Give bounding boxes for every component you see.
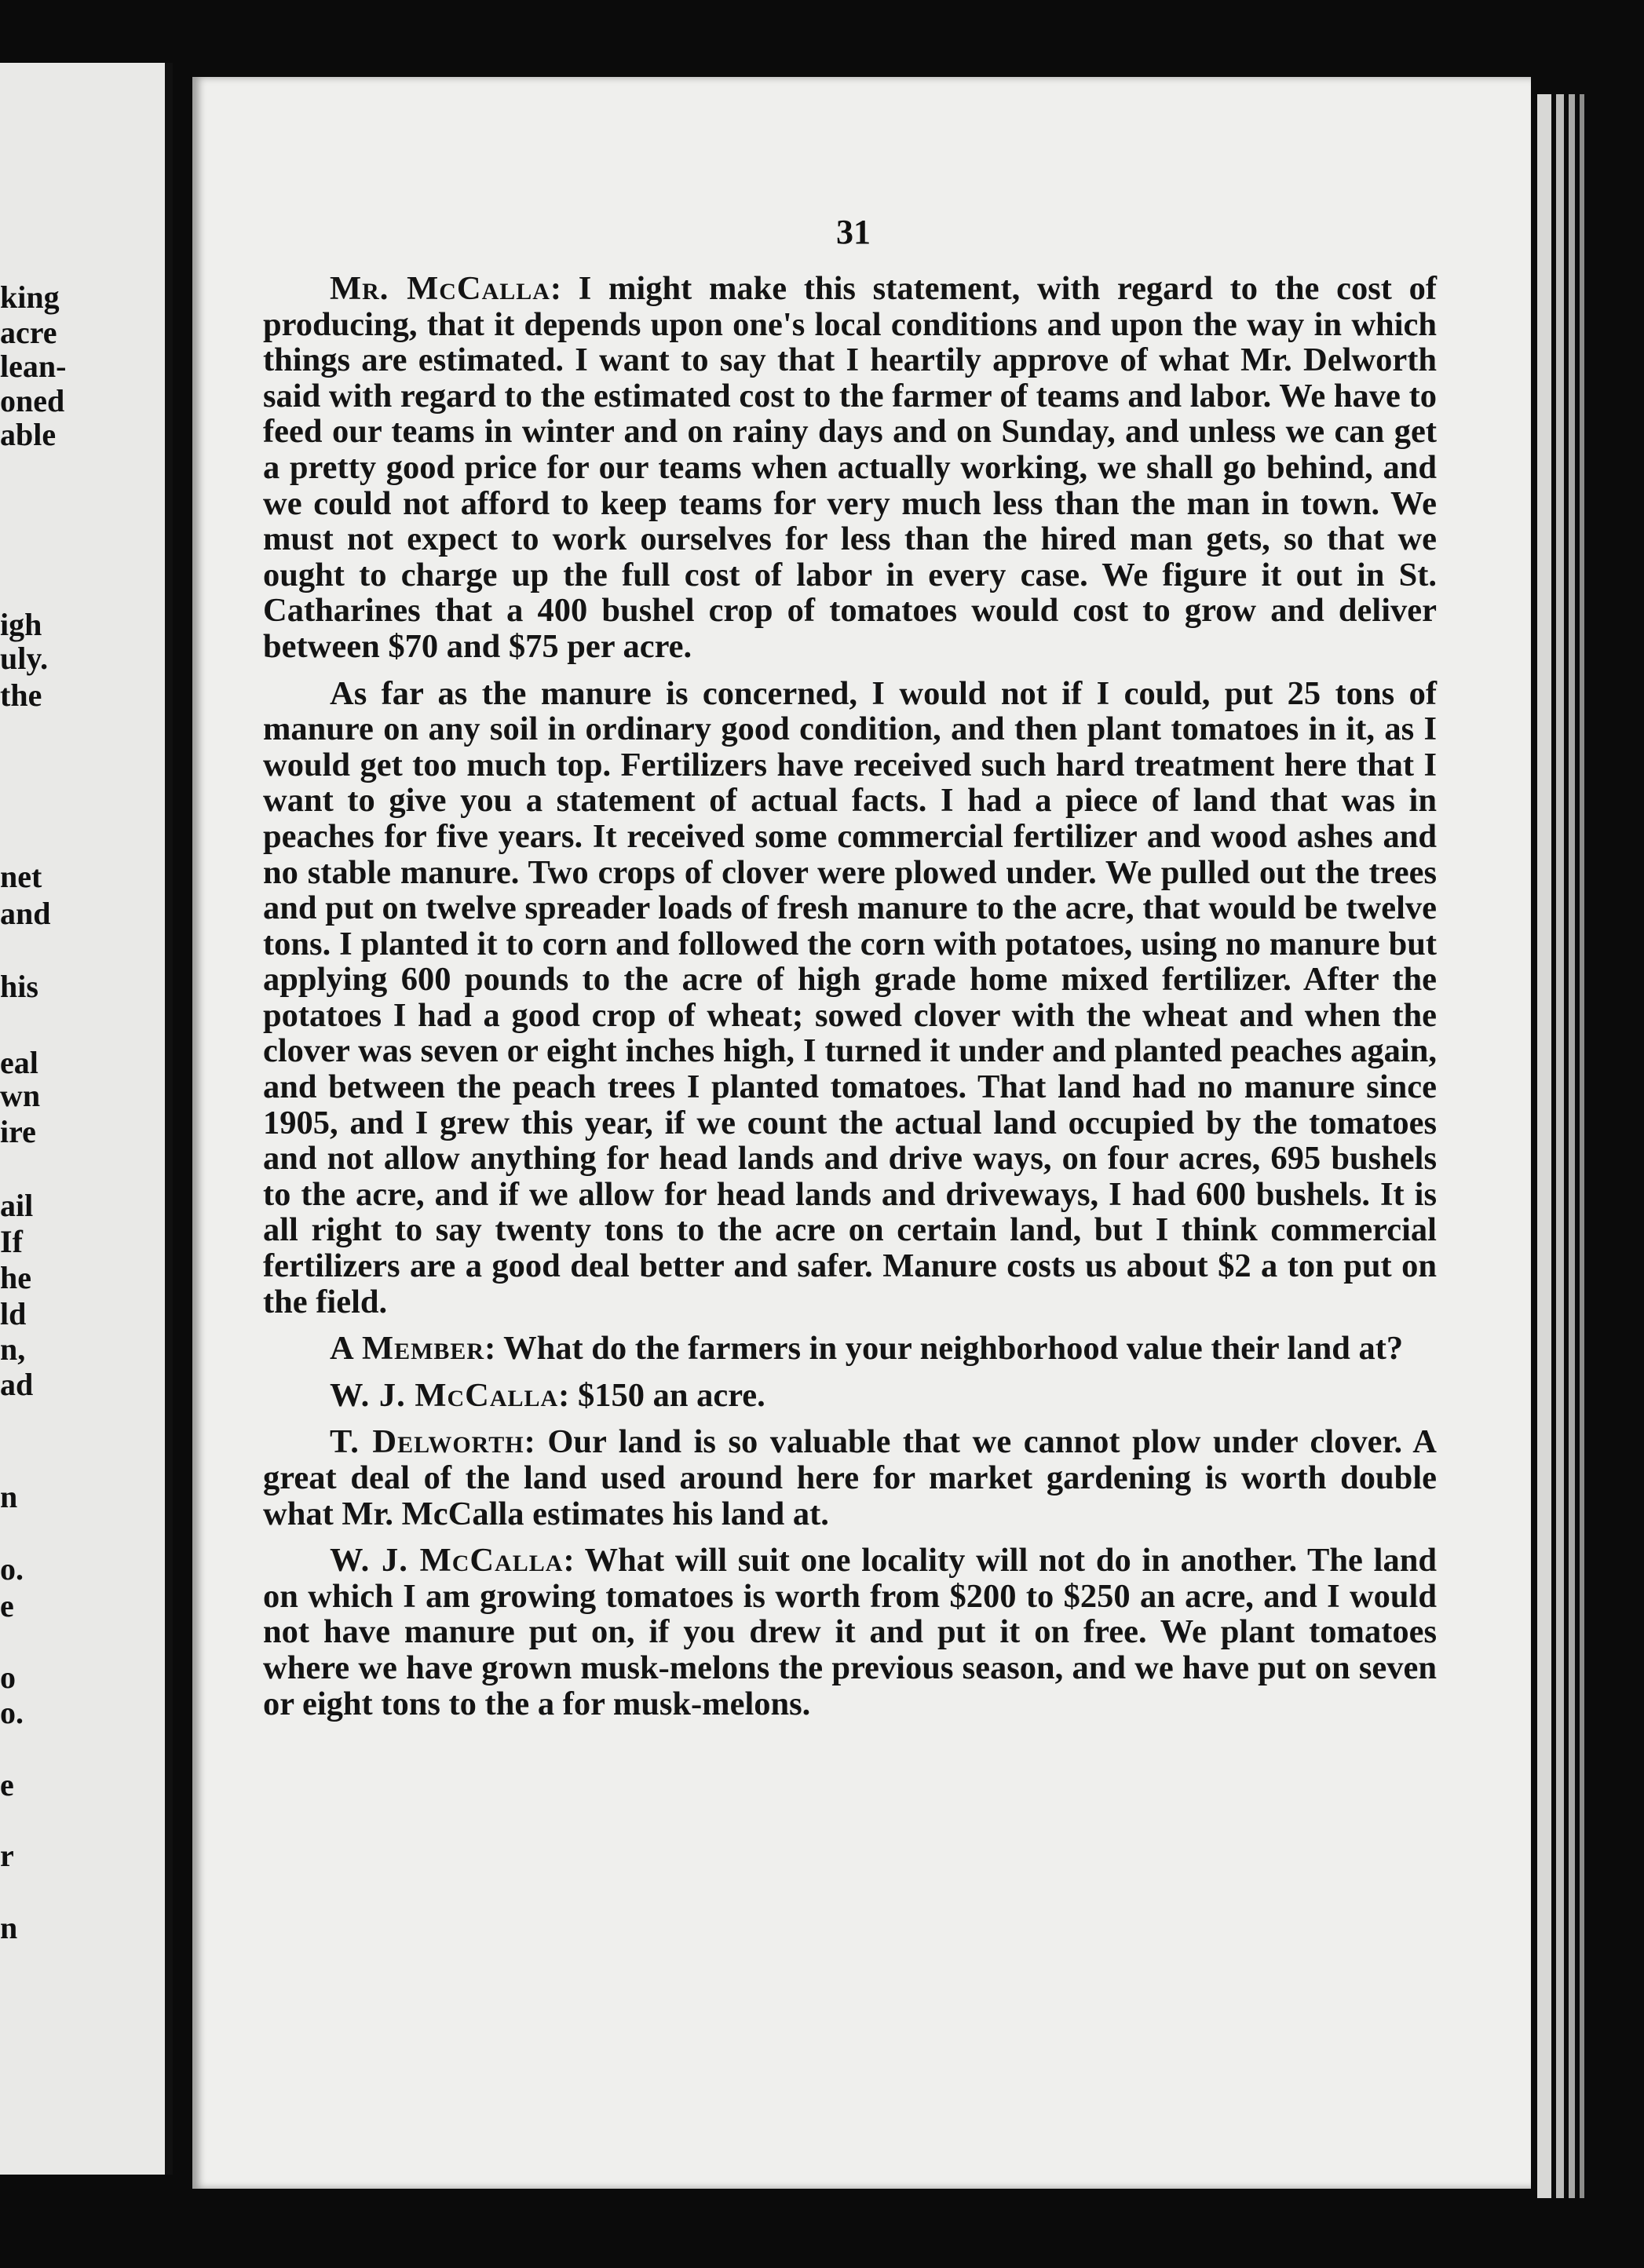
- left-page-word-fragment: o.: [0, 1695, 24, 1730]
- speaker-name: A Member: [330, 1330, 485, 1368]
- left-page-word-fragment: king: [0, 279, 60, 315]
- speaker-separator: :: [550, 270, 579, 307]
- left-page-word-fragment: ire: [0, 1114, 36, 1149]
- paragraph: [263, 271, 1437, 665]
- paragraph-text: $150 an acre.: [577, 1376, 765, 1414]
- left-page-word-fragment: o.: [0, 1551, 24, 1587]
- left-page-word-fragment: able: [0, 417, 57, 452]
- speaker-name: W. J. McCalla: [330, 1376, 559, 1414]
- left-page-word-fragment: ad: [0, 1367, 34, 1402]
- left-page-word-fragment: If: [0, 1224, 23, 1259]
- page-edge: [1556, 94, 1564, 2198]
- speaker-name: W. J. McCalla: [330, 1542, 564, 1580]
- page-edge: [1569, 94, 1575, 2198]
- left-page-word-fragment: wn: [0, 1078, 41, 1113]
- left-page-word-fragment: the: [0, 677, 42, 713]
- page-number: 31: [836, 213, 871, 251]
- left-page-word-fragment: igh: [0, 607, 42, 642]
- paragraph-text: As far as the manure is concerned, I would not if I could, put 25 tons of manure on any soil in ordinary good condition, and then plant tomatoes in it, as I would get too much top. Fertilizers have received such hard treatment here that I want to give you a statement of actual facts. I had a piece of land that was in peaches for five years. It received some commercial fertilizer and wood ashes and no stable manure. Two crops of clover were plowed under. We pulled out the trees and put on twelve spreader loads of fresh manure to the acre, that would be twelve tons. I planted it to corn and followed the corn with potatoes, using no manure but applying 600 pounds to the acre of high grade home mixed fertilizer. After the potatoes I had a good crop of wheat; sowed clover with the wheat and when the clover was seven or eight inches high, I turned it under and planted peaches again, and between the peach trees I planted tomatoes. That land had no manure since 1905, and I grew this year, if we count the actual land occupied by the tomatoes and not allow anything for head lands and drive ways, on four acres, 695 bushels to the acre, and if we allow for head lands and driveways, I had 600 bushels. It is all right to say twenty tons to the acre on certain land, but I think commercial fertilizers are a good deal better and safer. Manure costs us about $2 a ton put on the field.: [263, 674, 1437, 1320]
- speaker-separator: :: [524, 1423, 548, 1461]
- paragraph-text: What will suit one locality will not do in another. The land on which I am growing tomatoes is worth from $200 to $250 an acre, and I would not have manure put on, if you drew it and put it on free. We plant tomatoes where we have grown musk-melons the previous season, and we have put on seven or eight tons to the a for musk-melons.: [263, 1542, 1437, 1722]
- left-page-word-fragment: net: [0, 859, 42, 894]
- left-page-word-fragment: n: [0, 1910, 18, 1945]
- left-page-word-fragment: and: [0, 896, 51, 931]
- left-page-word-fragment: e: [0, 1767, 14, 1802]
- paragraph: [263, 1424, 1437, 1532]
- speaker-name: Mr. McCalla: [330, 270, 550, 307]
- page-edge: [1580, 94, 1584, 2198]
- left-page-word-fragment: r: [0, 1838, 14, 1873]
- speaker-separator: :: [484, 1330, 504, 1368]
- speaker-separator: :: [558, 1376, 578, 1414]
- left-page-word-fragment: acre: [0, 315, 57, 350]
- speaker-separator: :: [563, 1542, 585, 1580]
- paragraph-text: What do the farmers in your neighborhood value their land at?: [503, 1330, 1404, 1368]
- left-page-word-fragment: e: [0, 1588, 14, 1623]
- paragraph-text: I might make this statement, with regard to the cost of producing, that it depends upon one's local conditions and upon the way in which things are estimated. I want to say that I heartily approve of what Mr. Delworth said with regard to the estimated cost to the farmer of teams and labor. We have to feed our teams in winter and on rainy days and on Sunday, and unless we can get a pretty good price for our teams when actually working, we shall go behind, and we could not afford to keep teams for very much less than the man in town. We must not expect to work ourselves for less than the hired man gets, so that we ought to charge up the full cost of labor in every case. We figure it out in St. Catharines that a 400 bushel crop of tomatoes would cost to grow and deliver between $70 and $75 per acre.: [263, 270, 1437, 665]
- left-page-word-fragment: ld: [0, 1296, 27, 1331]
- left-page-word-fragment: uly.: [0, 641, 49, 676]
- paragraph: [263, 1331, 1437, 1367]
- paragraph: [263, 1378, 1437, 1414]
- page-edge: [1537, 94, 1551, 2198]
- paragraph: [263, 1543, 1437, 1722]
- left-page-fragment: [0, 63, 173, 2175]
- left-page-word-fragment: ail: [0, 1188, 34, 1223]
- speaker-name: T. Delworth: [330, 1423, 524, 1461]
- left-page-word-fragment: oned: [0, 383, 65, 418]
- paragraph: [263, 676, 1437, 1320]
- left-page-word-fragment: eal: [0, 1045, 38, 1080]
- left-page-word-fragment: n: [0, 1479, 18, 1514]
- left-page-word-fragment: n,: [0, 1331, 26, 1367]
- paragraph-text: Our land is so valuable that we cannot plow under clover. A great deal of the land used around here for market gardening is worth double what Mr. McCalla estimates his land at.: [263, 1423, 1437, 1532]
- left-page-word-fragment: lean-: [0, 349, 67, 384]
- left-page-word-fragment: o: [0, 1660, 16, 1695]
- left-page-word-fragment: his: [0, 969, 38, 1004]
- body-text: [263, 271, 1437, 1733]
- left-page-word-fragment: he: [0, 1260, 31, 1295]
